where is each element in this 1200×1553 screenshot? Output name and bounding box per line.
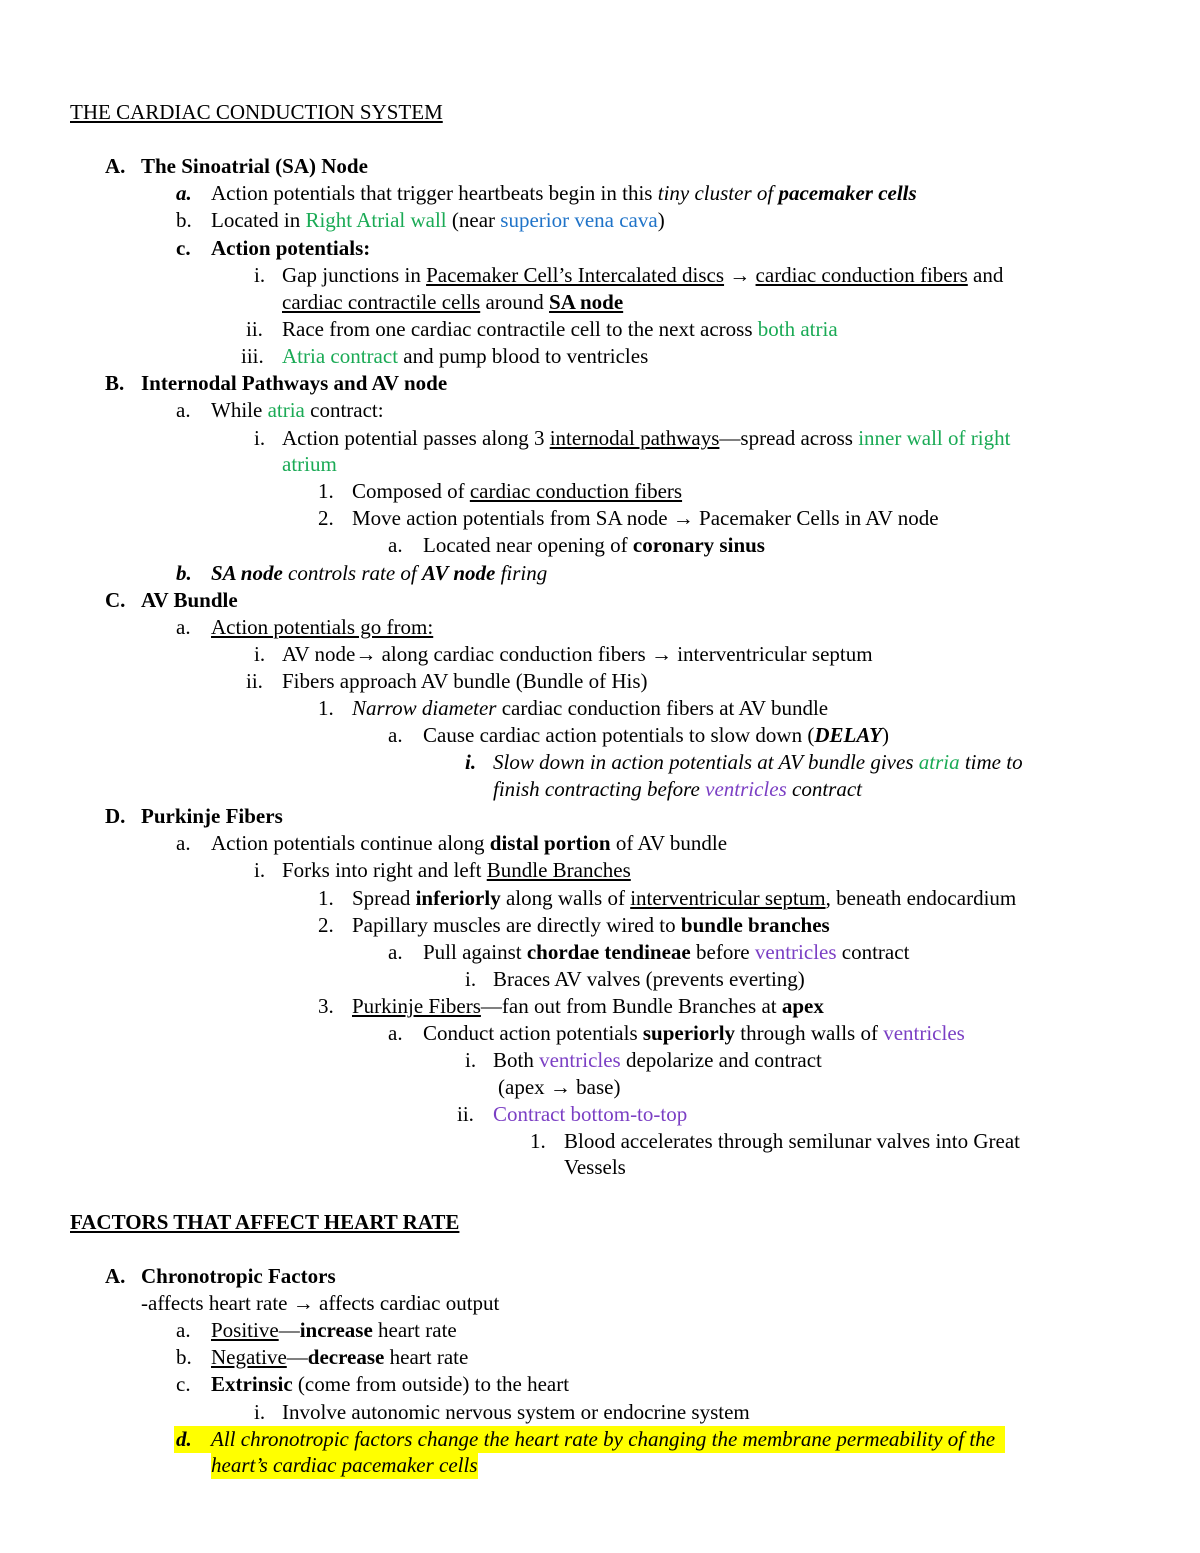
highlighted-text: heart’s cardiac pacemaker cells: [211, 1453, 478, 1477]
list-marker: a.: [176, 615, 191, 639]
list-text: Vessels: [564, 1155, 626, 1179]
list-marker: i.: [254, 426, 266, 450]
arrow-right-icon: →: [355, 642, 377, 666]
list-marker: 3.: [318, 994, 334, 1018]
list-marker: D.: [105, 804, 126, 828]
list-marker: 2.: [318, 913, 334, 937]
list-marker: a.: [176, 831, 191, 855]
list-marker: 1.: [318, 886, 334, 910]
list-marker: 2.: [318, 506, 334, 530]
list-text: Involve autonomic nervous system or endocrine system: [282, 1400, 750, 1424]
heading-av-bundle: AV Bundle: [141, 588, 238, 612]
list-marker: a.: [176, 181, 192, 205]
list-text: Cause cardiac action potentials to slow down (DELAY): [423, 723, 889, 747]
list-text: Slow down in action potentials at AV bundle gives atria time to: [493, 750, 1023, 774]
list-marker: i.: [465, 750, 477, 774]
list-marker: ii.: [246, 317, 263, 341]
list-marker: C.: [105, 588, 126, 612]
list-marker: i.: [465, 967, 477, 991]
arrow-right-icon: →: [650, 642, 672, 666]
list-marker: i.: [254, 858, 266, 882]
list-text: cardiac contractile cells around SA node: [282, 290, 624, 314]
list-marker: B.: [105, 371, 125, 395]
list-marker: a.: [388, 533, 403, 557]
list-text: AV node→ along cardiac conduction fibers → interventricular septum: [282, 642, 873, 666]
list-text: Located in Right Atrial wall (near superior vena cava): [211, 208, 665, 232]
list-marker: i.: [254, 1400, 266, 1424]
list-marker: i.: [465, 1048, 477, 1072]
list-marker: A.: [105, 154, 126, 178]
list-text: Positive—increase heart rate: [211, 1318, 457, 1342]
list-marker: b.: [176, 561, 192, 585]
list-text: Blood accelerates through semilunar valves into Great: [564, 1129, 1021, 1153]
list-marker: i.: [254, 642, 266, 666]
list-marker: ii.: [457, 1102, 474, 1126]
arrow-right-icon: →: [292, 1291, 314, 1315]
list-text: Papillary muscles are directly wired to bundle branches: [352, 913, 830, 937]
list-text: Action potentials that trigger heartbeats begin in this tiny cluster of pacemaker cells: [211, 181, 917, 205]
list-text: -affects heart rate → affects cardiac output: [141, 1291, 500, 1315]
list-text: Conduct action potentials superiorly through walls of ventricles: [423, 1021, 965, 1045]
heading-sa-node: The Sinoatrial (SA) Node: [141, 154, 368, 178]
list-marker: a.: [176, 1318, 191, 1342]
list-text: Negative—decrease heart rate: [211, 1345, 469, 1369]
list-marker: iii.: [241, 344, 264, 368]
list-text: Gap junctions in Pacemaker Cell’s Intercalated discs → cardiac conduction fibers and: [282, 263, 1004, 287]
list-marker: a.: [388, 940, 403, 964]
list-text: finish contracting before ventricles contract: [493, 777, 862, 801]
list-text: Move action potentials from SA node → Pacemaker Cells in AV node: [352, 506, 939, 530]
list-marker: b.: [176, 1345, 192, 1369]
list-text: Spread inferiorly along walls of interventricular septum, beneath endocardium: [352, 886, 1017, 910]
list-marker: a.: [388, 1021, 403, 1045]
list-marker: b.: [176, 208, 192, 232]
list-marker: 1.: [318, 696, 334, 720]
section-title: FACTORS THAT AFFECT HEART RATE: [70, 1210, 460, 1234]
list-marker: 1.: [530, 1129, 546, 1153]
list-text: Forks into right and left Bundle Branches: [282, 858, 631, 882]
list-text: Both ventricles depolarize and contract: [493, 1048, 822, 1072]
list-text: Action potentials:: [211, 236, 371, 260]
list-text: Purkinje Fibers—fan out from Bundle Branches at apex: [352, 994, 824, 1018]
heading-internodal: Internodal Pathways and AV node: [141, 371, 448, 395]
list-text: Action potentials continue along distal portion of AV bundle: [211, 831, 728, 855]
list-marker: a.: [176, 398, 191, 422]
list-text: While atria contract:: [211, 398, 384, 422]
list-text: Located near opening of coronary sinus: [423, 533, 765, 557]
list-text: Action potentials go from:: [211, 615, 434, 639]
list-text: (apex → base): [498, 1075, 621, 1099]
list-text: Action potential passes along 3 internodal pathways—spread across inner wall of right: [282, 426, 1011, 450]
list-text: Atria contract and pump blood to ventricles: [282, 344, 649, 368]
list-text: Contract bottom-to-top: [493, 1102, 688, 1126]
list-text: SA node controls rate of AV node firing: [211, 561, 548, 585]
list-marker: a.: [388, 723, 403, 747]
list-marker: c.: [176, 1372, 191, 1396]
list-marker: i.: [254, 263, 266, 287]
list-text: Fibers approach AV bundle (Bundle of His): [282, 669, 648, 693]
arrow-right-icon: →: [729, 263, 751, 287]
arrow-right-icon: →: [549, 1075, 571, 1099]
heading-purkinje: Purkinje Fibers: [141, 804, 283, 828]
list-text: Race from one cardiac contractile cell to the next across both atria: [282, 317, 838, 341]
list-text: Extrinsic (come from outside) to the heart: [211, 1372, 570, 1396]
list-marker: d.: [174, 1426, 213, 1453]
highlighted-text: All chronotropic factors change the heart rate by changing the membrane permeability of the: [211, 1426, 1005, 1453]
list-text: Braces AV valves (prevents everting): [493, 967, 805, 991]
list-marker: 1.: [318, 479, 334, 503]
list-text: Pull against chordae tendineae before ventricles contract: [423, 940, 910, 964]
list-marker: A.: [105, 1264, 126, 1288]
list-marker: ii.: [246, 669, 263, 693]
list-text: atrium: [282, 452, 337, 476]
arrow-right-icon: →: [672, 506, 694, 530]
list-text: Narrow diameter cardiac conduction fibers at AV bundle: [352, 696, 829, 720]
section-title: THE CARDIAC CONDUCTION SYSTEM: [70, 100, 443, 124]
list-marker: c.: [176, 236, 191, 260]
list-text: Composed of cardiac conduction fibers: [352, 479, 683, 503]
heading-chronotropic: Chronotropic Factors: [141, 1264, 336, 1288]
